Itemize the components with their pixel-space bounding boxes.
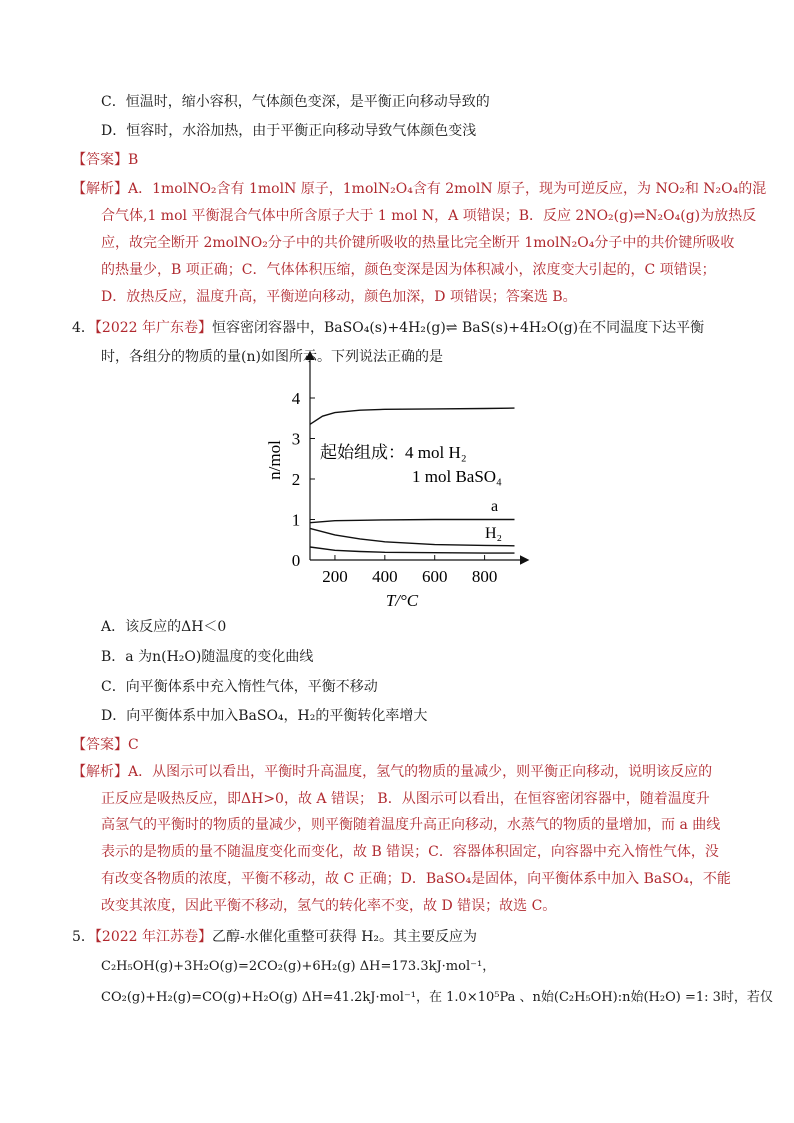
analysis-text: 高氢气的平衡时的物质的量减少，则平衡随着温度升高正向移动，水蒸气的物质的量增加，而 a 曲线 — [101, 817, 721, 833]
answer-value: B — [128, 152, 139, 168]
question-text: 时，各组分的物质的量(n)如图所示。下列说法正确的是 — [101, 349, 443, 365]
chart — [262, 348, 542, 613]
analysis-label: 【解析】 — [72, 764, 128, 780]
answer-label: 【答案】 — [72, 152, 128, 168]
annotation-line-2: 1 mol BaSO₄ — [412, 467, 502, 486]
answer-line-2 — [72, 735, 139, 755]
question-source: 【2022 年江苏卷】 — [94, 929, 213, 945]
question-text: 乙醇-水催化重整可获得 H₂。其主要反应为 — [212, 929, 478, 945]
analysis-text: 的热量少，B 项正确；C．气体体积压缩，颜色变深是因为体积减小，浓度变大引起的，C 项错误； — [101, 262, 716, 278]
answer-line-1 — [72, 150, 138, 170]
x-tick-label: 600 — [421, 567, 448, 586]
curve-label-h2: H₂ — [485, 525, 503, 542]
option-d: D．向平衡体系中加入BaSO₄，H₂的平衡转化率增大 — [101, 708, 428, 724]
series-line-a — [310, 520, 515, 523]
question-number: 5． — [72, 929, 95, 945]
curve-label-a: a — [491, 498, 499, 515]
analysis-text: 表示的是物质的量不随温度变化而变化，故 B 错误；C．容器体积固定，向容器中充入惰性气体，没 — [101, 844, 719, 860]
x-tick-label: 400 — [372, 567, 398, 586]
annotation-line-1: 起始组成：4 mol H₂ — [320, 443, 467, 462]
analysis-text: 合气体,1 mol 平衡混合气体中所含原子大于 1 mol N，A 项错误；B．反应 2NO₂(g)⇌N₂O₄(g)为放热反 — [101, 208, 757, 224]
analysis-label: 【解析】 — [72, 181, 128, 197]
analysis-text: 正反应是吸热反应，即ΔH>0，故 A 错误； B．从图示可以看出，在恒容密闭容器中，随着温度升 — [101, 791, 710, 807]
question-number: 4． — [72, 320, 95, 336]
y-tick-label: 1 — [291, 510, 301, 530]
question-d-option: D．恒容时，水浴加热，由于平衡正向移动导致气体颜色变浅 — [101, 123, 477, 139]
equation-2: CO₂(g)+H₂(g)=CO(g)+H₂O(g) ΔH=41.2kJ·mol⁻¹，在 1.0×10⁵Pa 、n始(C₂H₅OH):n始(H₂O) =1: 3时，若仅 — [101, 990, 773, 1005]
question-source: 【2022 年广东卷】 — [94, 320, 213, 336]
analysis-text: 有改变各物质的浓度，平衡不移动，故 C 正确；D．BaSO₄是固体，向平衡体系中加入 BaSO₄，不能 — [101, 871, 731, 887]
series-line-top — [310, 408, 515, 424]
question-text: 恒容密闭容器中，BaSO₄(s)+4H₂(g)⇌ BaS(s)+4H₂O(g)在不同温度下达平衡 — [212, 320, 705, 336]
y-tick-label: 0 — [291, 551, 301, 570]
analysis-text: A．从图示可以看出，平衡时升高温度，氢气的物质的量减少，则平衡正向移动，说明该反应的 — [128, 764, 713, 780]
series-line-bottom — [310, 547, 515, 553]
analysis-text: A．1molNO₂含有 1molN 原子，1molN₂O₄含有 2molN 原子，现为可逆反应，为 NO₂和 N₂O₄的混 — [128, 181, 767, 197]
answer-label: 【答案】 — [72, 737, 128, 753]
y-tick-label: 2 — [291, 470, 301, 489]
analysis-text: D．放热反应，温度升高，平衡逆向移动，颜色加深，D 项错误；答案选 B。 — [101, 289, 577, 305]
analysis-text: 改变其浓度，因此平衡不移动，氢气的转化率不变，故 D 错误；故选 C。 — [101, 898, 557, 914]
x-tick-label: 200 — [322, 567, 348, 586]
analysis-text: 应，故完全断开 2molNO₂分子中的共价键所吸收的热量比完全断开 1molN₂O₄分子中的共价键所吸收 — [101, 235, 735, 251]
y-tick-label: 4 — [291, 389, 301, 408]
option-a: A．该反应的ΔH＜0 — [101, 619, 227, 635]
x-tick-label: 800 — [471, 567, 498, 586]
question-c-option: C．恒温时，缩小容积，气体颜色变深，是平衡正向移动导致的 — [101, 94, 490, 110]
x-axis-label: T/°C — [385, 591, 419, 610]
series-line-h2 — [310, 528, 515, 545]
equation-1: C₂H₅OH(g)+3H₂O(g)=2CO₂(g)+6H₂(g) ΔH=173.3kJ·mol⁻¹， — [101, 959, 496, 974]
y-tick-label: 3 — [291, 429, 301, 449]
answer-value: C — [128, 737, 139, 753]
option-c: C．向平衡体系中充入惰性气体，平衡不移动 — [101, 679, 378, 695]
y-axis-label: n/mol — [265, 440, 284, 480]
option-b: B．a 为n(H₂O)随温度的变化曲线 — [101, 649, 314, 665]
